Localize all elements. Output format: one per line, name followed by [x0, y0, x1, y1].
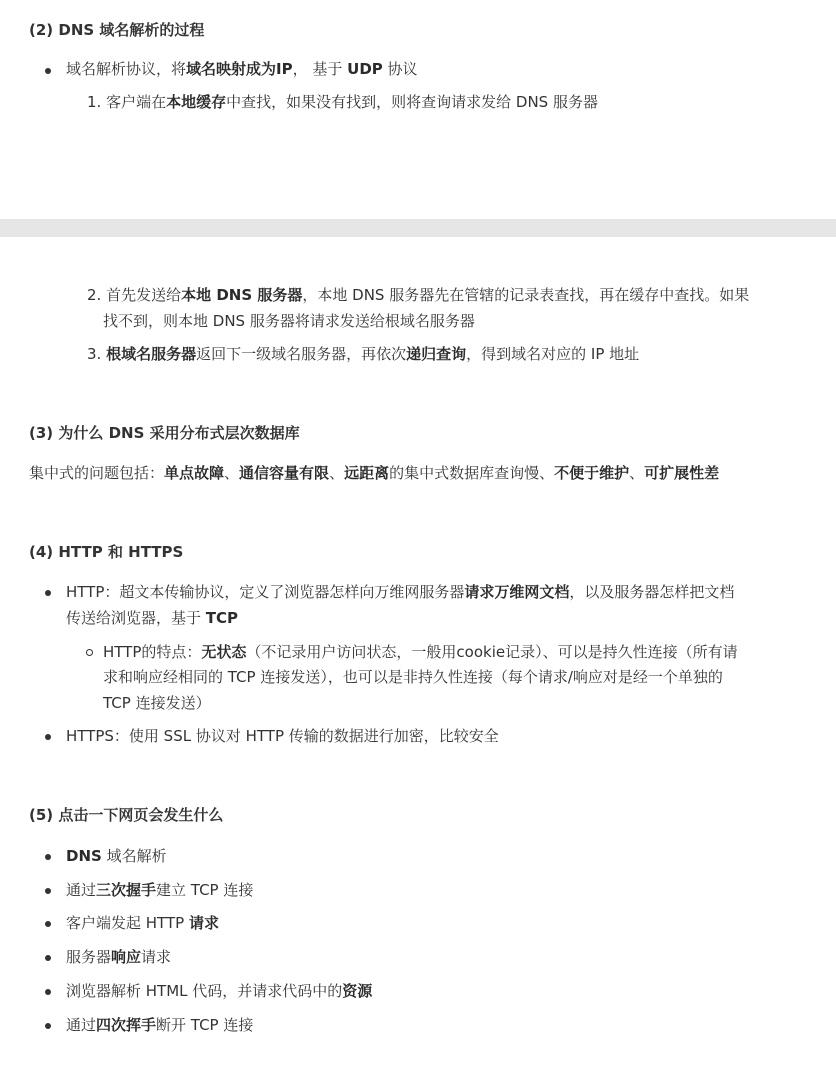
bullet-dot — [45, 734, 51, 740]
bullet-dot — [45, 921, 51, 927]
bullet-dot — [45, 989, 51, 995]
list-item-http-request: 客户端发起 HTTP 请求 — [66, 914, 219, 932]
list-item-http-continued: 传送给浏览器，基于 TCP — [66, 609, 239, 627]
bullet-dot — [45, 590, 51, 596]
bullet-dot — [45, 888, 51, 894]
page-top — [0, 0, 836, 219]
page-bottom — [0, 237, 836, 1066]
list-item-dns-resolve: DNS 域名解析 — [66, 847, 167, 865]
section-heading-dns-resolution: (2) DNS 域名解析的过程 — [29, 21, 205, 39]
section-heading-distributed-db: (3) 为什么 DNS 采用分布式层次数据库 — [29, 424, 300, 442]
list-item-server-response: 服务器响应请求 — [66, 948, 172, 966]
section-heading-http-https: (4) HTTP 和 HTTPS — [29, 543, 184, 561]
sub-list-item-http-features: HTTP的特点：无状态（不记录用户访问状态，一般用cookie记录）、可以是持久性连接（所有请 — [103, 643, 738, 661]
section-heading-click-page: (5) 点击一下网页会发生什么 — [29, 806, 224, 824]
list-item-three-way-handshake: 通过三次握手建立 TCP 连接 — [66, 881, 254, 899]
page-separator — [0, 219, 836, 237]
list-item-four-way-wave: 通过四次挥手断开 TCP 连接 — [66, 1016, 254, 1034]
ordered-item-step-1: 1. 客户端在本地缓存中查找，如果没有找到，则将查询请求发给 DNS 服务器 — [87, 93, 598, 111]
bullet-dot — [45, 68, 51, 74]
bullet-dot — [45, 1023, 51, 1029]
list-item-https: HTTPS：使用 SSL 协议对 HTTP 传输的数据进行加密，比较安全 — [66, 727, 499, 745]
sub-list-item-http-features-continued: 求和响应经相同的 TCP 连接发送），也可以是非持久性连接（每个请求/响应对是经一个单独的 — [103, 668, 723, 686]
bullet-dot — [45, 854, 51, 860]
bullet-dot — [45, 955, 51, 961]
ordered-item-step-2-continued: 找不到，则本地 DNS 服务器将请求发送给根域名服务器 — [103, 312, 475, 330]
list-item-http: HTTP：超文本传输协议，定义了浏览器怎样向万维网服务器请求万维网文档，以及服务器怎样把文档 — [66, 583, 735, 601]
ordered-item-step-3: 3. 根域名服务器返回下一级域名服务器，再依次递归查询，得到域名对应的 IP 地址 — [87, 345, 640, 363]
ordered-item-step-2: 2. 首先发送给本地 DNS 服务器，本地 DNS 服务器先在管辖的记录表查找，再在缓存中查找。如果 — [87, 286, 750, 304]
sub-bullet-circle — [86, 649, 93, 656]
sub-list-item-http-features-continued-2: TCP 连接发送） — [103, 694, 211, 712]
list-item-parse-html: 浏览器解析 HTML 代码，并请求代码中的资源 — [66, 982, 373, 1000]
paragraph-centralized-issues: 集中式的问题包括：单点故障、通信容量有限、远距离的集中式数据库查询慢、不便于维护、可扩展性差 — [29, 464, 720, 482]
list-item-dns-protocol: 域名解析协议，将域名映射成为IP， 基于 UDP 协议 — [66, 60, 418, 78]
